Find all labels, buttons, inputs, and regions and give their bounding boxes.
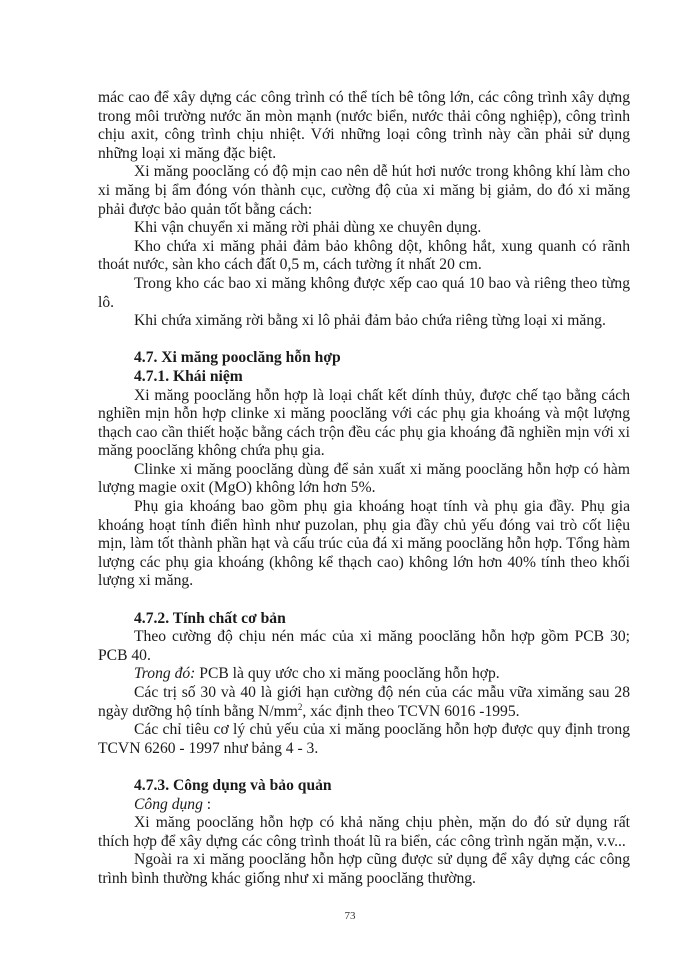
paragraph-transport: Khi vận chuyển xi măng rời phải dùng xe chuyên dụng.: [134, 219, 482, 237]
page-number: 73: [344, 910, 356, 922]
paragraph-additives: Phụ gia khoáng bao gồm phụ gia khoáng hoạt tính và phụ gia đầy. Phụ gia khoáng hoạt tính điển hình như puzolan, phụ gia đầy chủ yếu đóng vai trò cốt liệu mịn, làm tốt thành phần hạt và cấu trúc của đá xi măng pooclăng hỗn hợp. Tổng hàm lượng các phụ gia khoáng (không kể thạch cao) không lớn hơn 40% tính theo khối lượng xi măng.: [98, 498, 630, 590]
spacer: [98, 591, 630, 610]
paragraph-pcb-definition: [98, 665, 630, 684]
paragraph-warehouse: Kho chứa xi măng phải đảm bảo không dột, không hắt, xung quanh có rãnh thoát nước, sàn kho cách đất 0,5 m, cách tường ít nhất 20 cm.: [98, 237, 630, 274]
paragraph-grades: Theo cường độ chịu nén mác của xi măng pooclăng hỗn hợp gồm PCB 30; PCB 40.: [98, 628, 630, 664]
subsection-heading-4-7-1: 4.7.1. Khái niệm: [134, 367, 243, 385]
paragraph-stacking: Trong kho các bao xi măng không được xếp cao quá 10 bao và riêng theo từng lô.: [98, 274, 630, 311]
subsection-heading-4-7-3: 4.7.3. Công dụng và bảo quản: [134, 776, 332, 794]
paragraph-usage-salinity: Xi măng pooclăng hỗn hợp có khả năng chịu phèn, mặn do đó sử dụng rất thích hợp để xây dựng các công trình thoát lũ ra biển, các công trình ngăn mặn, v.v...: [98, 814, 630, 850]
paragraph-standards: Các chỉ tiêu cơ lý chủ yếu của xi măng pooclăng hỗn hợp được quy định trong TCVN 6260 - 1997 như bảng 4 - 3.: [98, 721, 630, 757]
usage-label-suffix: :: [202, 795, 212, 813]
paragraph-silo: Khi chứa ximăng rời bằng xi lô phải đảm bảo chứa riêng từng loại xi măng.: [134, 312, 606, 330]
paragraph-strength-values: [98, 684, 630, 721]
label-trong-do: Trong đó:: [134, 665, 196, 683]
paragraph-clinker: Clinke xi măng pooclăng dùng để sản xuất xi măng pooclăng hỗn hợp có hàm lượng magie oxit (MgO) không lớn hơn 5%.: [98, 460, 630, 497]
paragraph-usage-general: Ngoài ra xi măng pooclăng hỗn hợp cũng được sử dụng để xây dựng các công trình bình thường khác giống như xi măng pooclăng thường.: [98, 851, 630, 887]
usage-label: Công dụng: [134, 795, 203, 813]
paragraph-storage-intro: Xi măng pooclăng có độ mịn cao nên dễ hút hơi nước trong không khí làm cho xi măng bị ẩm đóng vón thành cục, cường độ của xi măng bị giảm, do đó xi măng phải được bảo quản tốt bằng cách:: [98, 163, 630, 218]
subsection-heading-4-7-2: 4.7.2. Tính chất cơ bản: [134, 609, 286, 627]
paragraph-definition: Xi măng pooclăng hỗn hợp là loại chất kết dính thủy, được chế tạo bằng cách nghiền mịn hỗn hợp clinke xi măng pooclăng với các phụ gia khoáng và một lượng thạch cao cần thiết hoặc bằng cách trộn đều các phụ gia khoáng đã nghiền mịn với xi măng pooclăng không chứa phụ gia.: [98, 386, 630, 460]
usage-label-line: [98, 796, 630, 815]
superscript: 2: [297, 701, 303, 712]
strength-text-end: , xác định theo TCVN 6016 -1995.: [302, 702, 520, 720]
document-page: [98, 89, 630, 889]
paragraph-intro: mác cao để xây dựng các công trình có thể tích bê tông lớn, các công trình xây dựng trong môi trường nước ăn mòn mạnh (nước biển, nước thải công nghiệp), công trình chịu axit, công trình chịu nhiệt. Với những loại công trình này cần phải sử dụng những loại xi măng đặc biệt.: [98, 89, 630, 162]
spacer: [98, 331, 630, 350]
strength-text: Các trị số 30 và 40 là giới hạn cường độ nén của các mẫu vữa ximăng sau 28 ngày dưỡng hộ tính bằng N/mm: [98, 684, 630, 720]
spacer: [98, 758, 630, 777]
section-heading-4-7: 4.7. Xi măng pooclăng hỗn hợp: [134, 349, 341, 367]
pcb-definition-text: PCB là quy ước cho xi măng pooclăng hỗn hợp.: [195, 665, 500, 683]
